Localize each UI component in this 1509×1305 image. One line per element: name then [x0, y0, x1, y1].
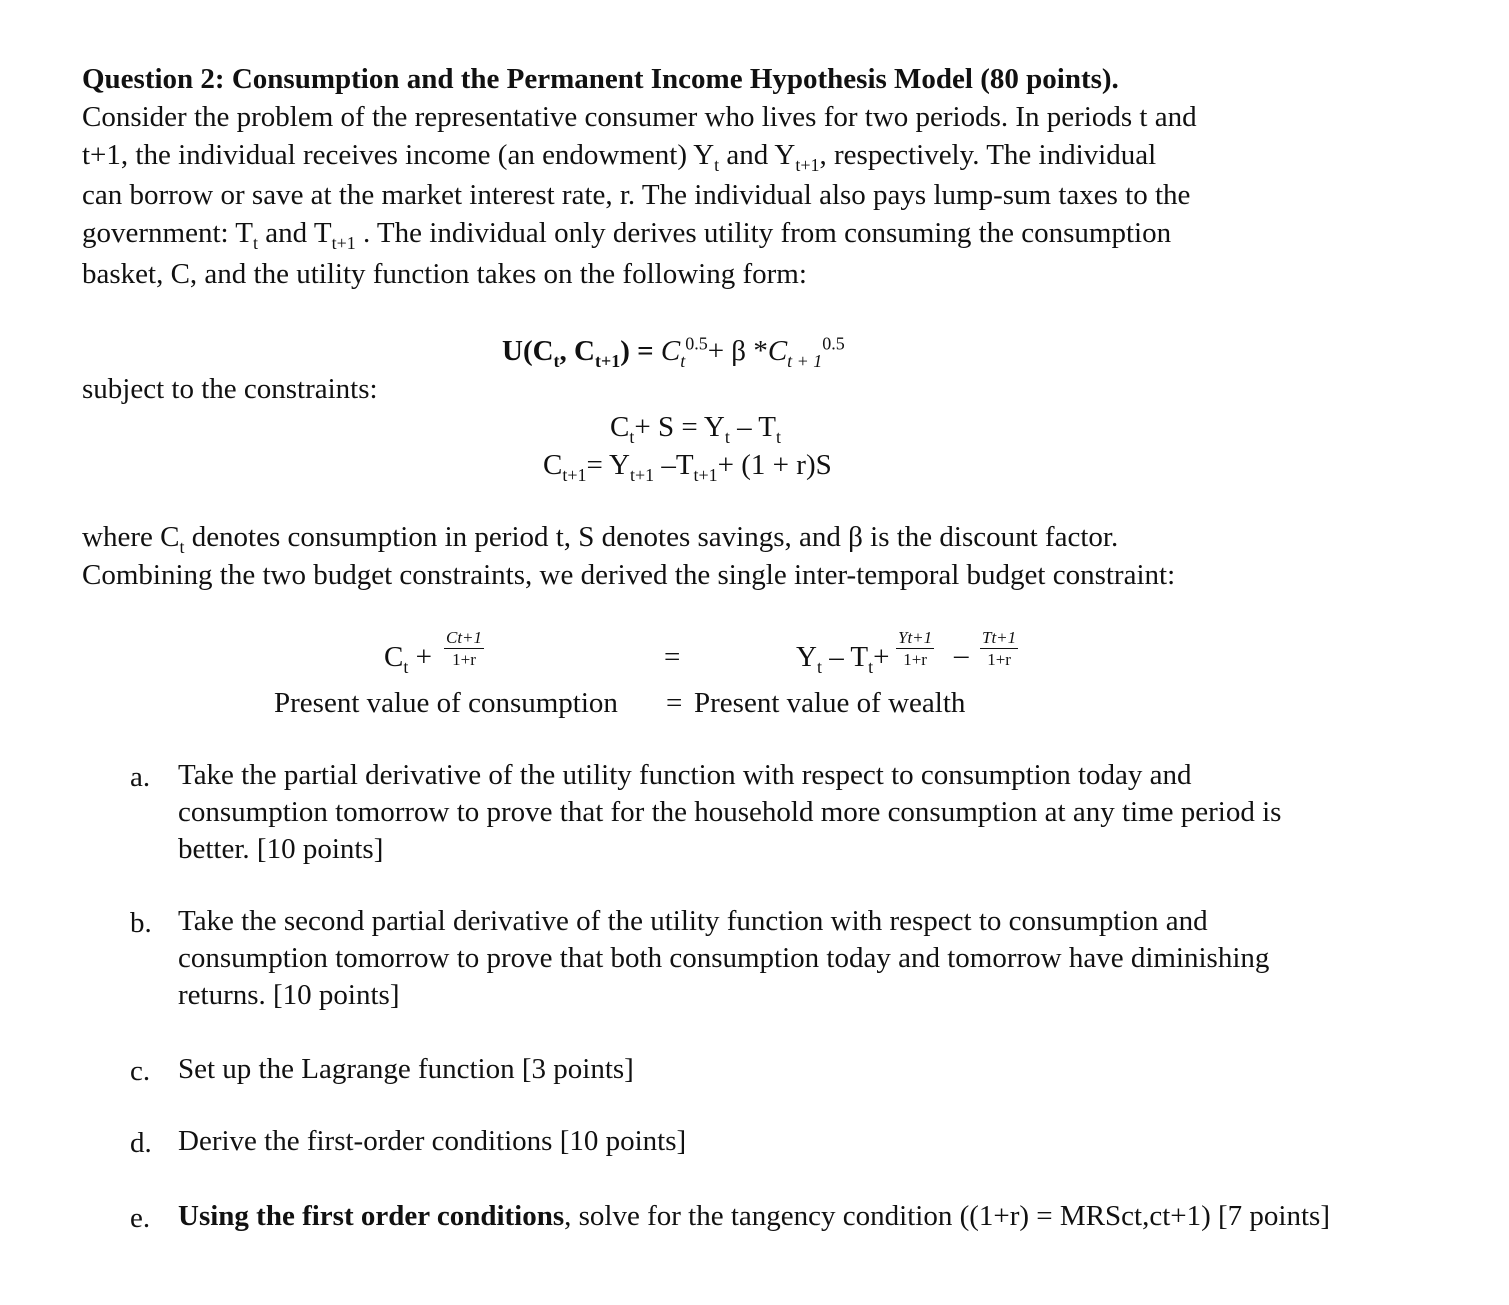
item-d-text: Derive the first-order conditions [10 points] — [178, 1125, 687, 1157]
intro-line-2: t+1, the individual receives income (an endowment) $Y_t$ and $Y_{t+1}$, respectively. The individual — [82, 139, 1157, 175]
item-e-text: Using the first order conditions, solve for the tangency condition ((1+r) = MRSct,ct+1) [7 points] — [178, 1200, 1330, 1232]
item-c-text: Set up the Lagrange function [3 points] — [178, 1053, 634, 1085]
budget-frac-consumption: $\frac{Ct+1}{1+r}$ — [446, 628, 483, 669]
item-b-label: b. — [130, 907, 152, 939]
question-title: Question 2: Consumption and the Permanent Income Hypothesis Model (80 points). — [82, 63, 1119, 95]
utility-function: $U(C_t$, $C_{t+1}) = C_t^{0.5}+ \beta$ $*C_{t + 1}^{0.5}$ — [502, 333, 845, 371]
item-c-label: c. — [130, 1055, 151, 1087]
intro-line-1: Consider the problem of the representative consumer who lives for two periods. In periods t and — [82, 101, 1197, 133]
item-e-label: e. — [130, 1202, 151, 1234]
budget-frac-income: $\frac{Yt+1}{1+r}$ — [898, 628, 933, 669]
intro-line-5: basket, C, and the utility function takes on the following form: — [82, 258, 807, 290]
budget-rhs: $Y_t - T_t+$ — [796, 641, 890, 677]
budget-equals: = — [664, 641, 681, 673]
constraint-2: $C_{t+1}= Y_{t+1}$ $-T_{t+1}+ (1 + r)S$ — [543, 449, 832, 485]
item-d-label: d. — [130, 1127, 152, 1159]
budget-minus: – — [954, 639, 969, 671]
item-b-text: Take the second partial derivative of the utility function with respect to consumption and consumption tomorrow to prove that both consumption today and tomorrow have diminishing returns. [10 points] — [178, 905, 1270, 1011]
item-a-label: a. — [130, 761, 151, 793]
intro-line-3: can borrow or save at the market interest rate, r. The individual also pays lump-sum taxes to the — [82, 179, 1191, 211]
pv-wealth: Present value of wealth — [694, 687, 966, 719]
item-a-text: Take the partial derivative of the utility function with respect to consumption today and consumption tomorrow to prove that for the household more consumption at any time period is better. [10 points] — [178, 759, 1282, 865]
pv-equals: = — [666, 687, 683, 719]
budget-lhs: $C_t$ + — [384, 641, 432, 677]
constraints-label: subject to the constraints: — [82, 373, 378, 405]
after-text-line-1: where $C_t$ denotes consumption in period t, S denotes savings, and β is the discount factor. — [82, 521, 1119, 557]
intro-line-4: government: $T_t$ and $T_{t+1}$ . The individual only derives utility from consuming the consumption — [82, 217, 1172, 253]
constraint-1: $C_t+ S = Y_t - T_t$ — [610, 411, 782, 447]
after-text-line-2: Combining the two budget constraints, we derived the single inter-temporal budget constraint: — [82, 559, 1176, 591]
pv-consumption: Present value of consumption — [274, 687, 618, 719]
budget-frac-taxes: $\frac{Tt+1}{1+r}$ — [982, 628, 1017, 669]
